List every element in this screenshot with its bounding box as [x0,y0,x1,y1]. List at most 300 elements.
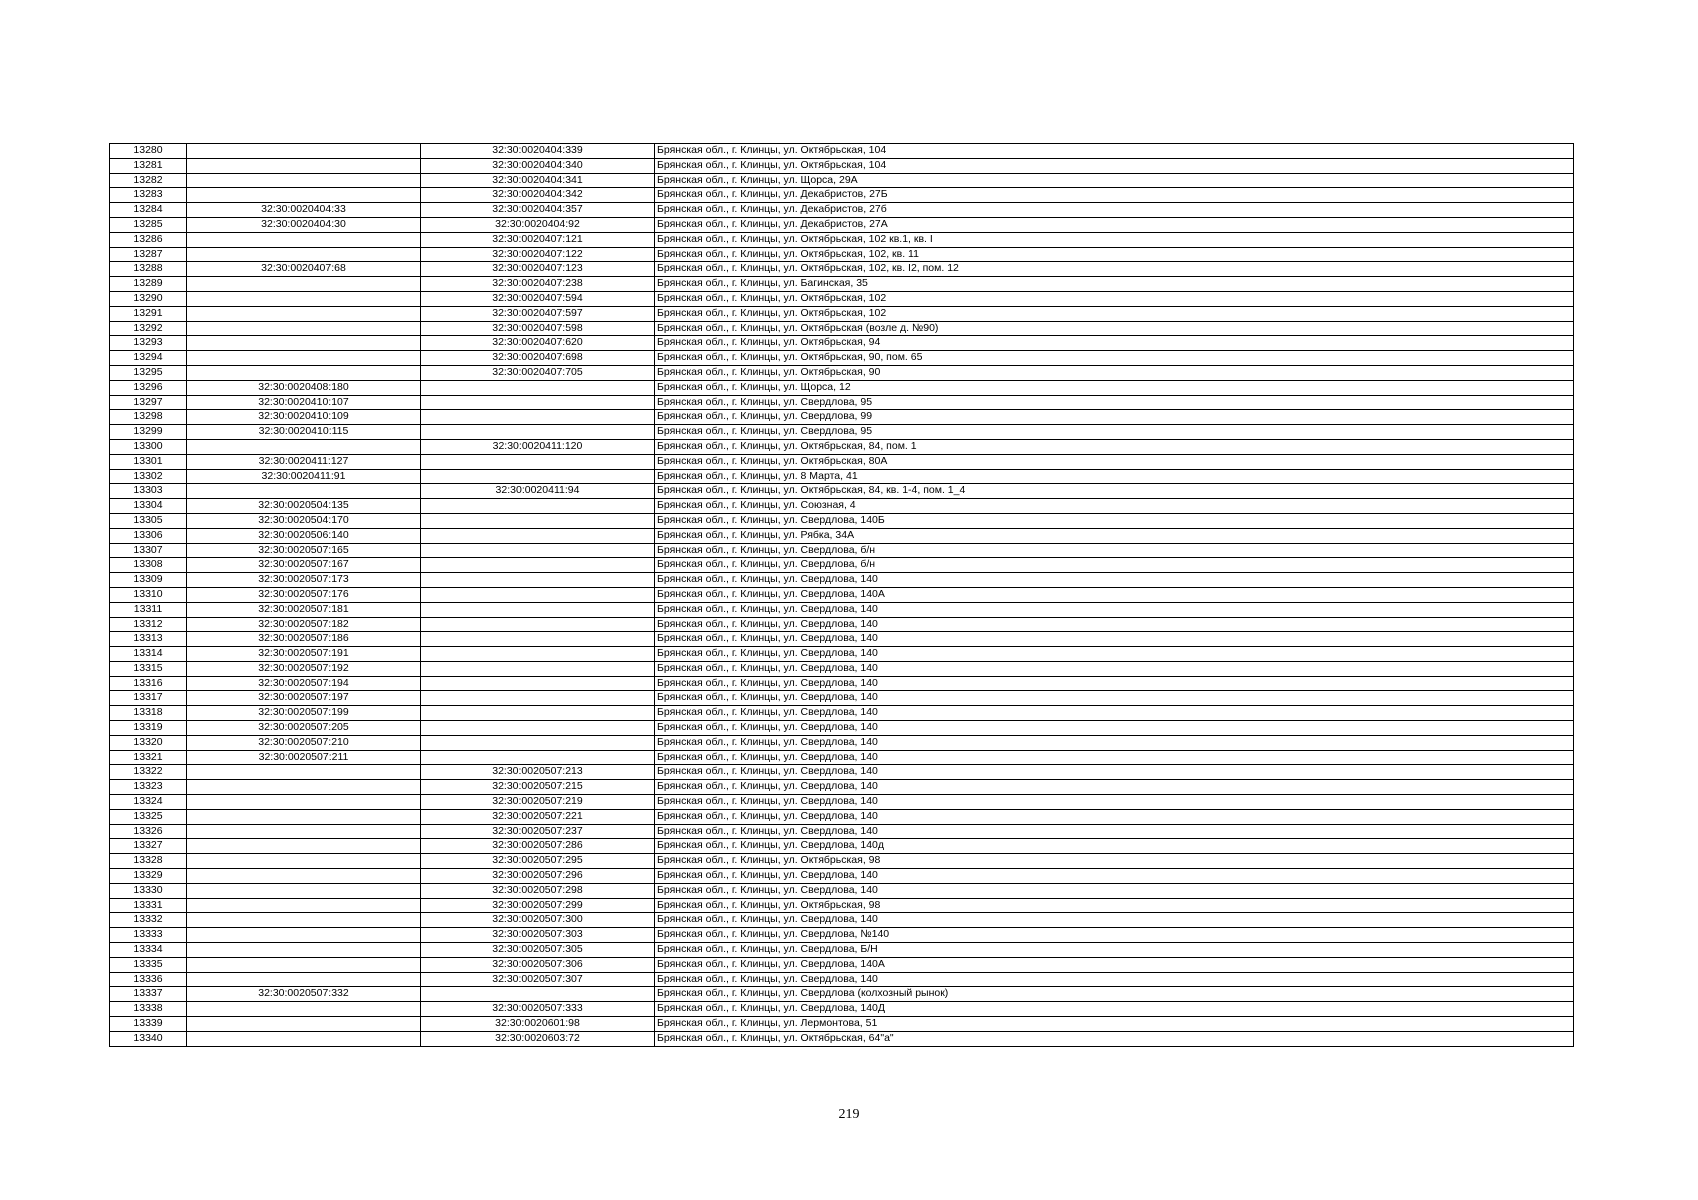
address-cell: Брянская обл., г. Клинцы, ул. Октябрьская, 84, кв. 1-4, пом. 1_4 [655,484,1574,499]
new-cadastral-number-cell [421,513,655,528]
old-cadastral-number-cell: 32:30:0020507:181 [187,602,421,617]
new-cadastral-number-cell: 32:30:0020507:307 [421,972,655,987]
table-row [110,883,1574,898]
table-row [110,824,1574,839]
address-cell: Брянская обл., г. Клинцы, ул. Щорса, 29А [655,173,1574,188]
table-row [110,543,1574,558]
table-row [110,972,1574,987]
row-number-cell: 13291 [110,306,187,321]
table-row [110,306,1574,321]
row-number-cell: 13302 [110,469,187,484]
table-row [110,839,1574,854]
row-number-cell: 13306 [110,528,187,543]
table-row [110,351,1574,366]
address-cell: Брянская обл., г. Клинцы, ул. Октябрьская, 84, пом. 1 [655,439,1574,454]
old-cadastral-number-cell: 32:30:0020404:33 [187,203,421,218]
new-cadastral-number-cell: 32:30:0020407:705 [421,365,655,380]
old-cadastral-number-cell [187,898,421,913]
row-number-cell: 13336 [110,972,187,987]
old-cadastral-number-cell [187,824,421,839]
new-cadastral-number-cell [421,721,655,736]
table-row [110,144,1574,159]
table-row [110,277,1574,292]
table-row [110,247,1574,262]
old-cadastral-number-cell [187,972,421,987]
new-cadastral-number-cell: 32:30:0020404:341 [421,173,655,188]
old-cadastral-number-cell: 32:30:0020507:173 [187,573,421,588]
row-number-cell: 13325 [110,809,187,824]
old-cadastral-number-cell [187,1002,421,1017]
old-cadastral-number-cell: 32:30:0020507:197 [187,691,421,706]
table-row [110,795,1574,810]
address-cell: Брянская обл., г. Клинцы, ул. Свердлова, 140 [655,795,1574,810]
old-cadastral-number-cell: 32:30:0020407:68 [187,262,421,277]
row-number-cell: 13333 [110,928,187,943]
table-row [110,528,1574,543]
table-row [110,365,1574,380]
table-row [110,203,1574,218]
table-row [110,410,1574,425]
row-number-cell: 13320 [110,735,187,750]
new-cadastral-number-cell: 32:30:0020507:296 [421,869,655,884]
old-cadastral-number-cell [187,173,421,188]
row-number-cell: 13316 [110,676,187,691]
address-cell: Брянская обл., г. Клинцы, ул. Свердлова, 140 [655,750,1574,765]
row-number-cell: 13327 [110,839,187,854]
old-cadastral-number-cell: 32:30:0020507:167 [187,558,421,573]
table-row [110,913,1574,928]
table-row [110,1002,1574,1017]
table-row [110,706,1574,721]
address-cell: Брянская обл., г. Клинцы, ул. Свердлова, 140 [655,676,1574,691]
old-cadastral-number-cell: 32:30:0020504:170 [187,513,421,528]
address-cell: Брянская обл., г. Клинцы, ул. Щорса, 12 [655,380,1574,395]
new-cadastral-number-cell: 32:30:0020507:300 [421,913,655,928]
table-row [110,439,1574,454]
old-cadastral-number-cell: 32:30:0020410:109 [187,410,421,425]
row-number-cell: 13315 [110,661,187,676]
row-number-cell: 13307 [110,543,187,558]
row-number-cell: 13297 [110,395,187,410]
address-cell: Брянская обл., г. Клинцы, ул. Свердлова, 140 [655,765,1574,780]
table-row [110,661,1574,676]
old-cadastral-number-cell [187,795,421,810]
address-cell: Брянская обл., г. Клинцы, ул. Свердлова, 140 [655,721,1574,736]
new-cadastral-number-cell: 32:30:0020507:295 [421,854,655,869]
row-number-cell: 13330 [110,883,187,898]
new-cadastral-number-cell: 32:30:0020507:213 [421,765,655,780]
address-cell: Брянская обл., г. Клинцы, ул. Свердлова, 140 [655,735,1574,750]
row-number-cell: 13334 [110,943,187,958]
table-row [110,735,1574,750]
table-row [110,617,1574,632]
new-cadastral-number-cell [421,410,655,425]
address-cell: Брянская обл., г. Клинцы, ул. Октябрьская, 90 [655,365,1574,380]
row-number-cell: 13308 [110,558,187,573]
address-cell: Брянская обл., г. Клинцы, ул. Свердлова, 95 [655,395,1574,410]
address-cell: Брянская обл., г. Клинцы, ул. Свердлова, 140А [655,957,1574,972]
address-cell: Брянская обл., г. Клинцы, ул. Октябрьская, 102, кв. 11 [655,247,1574,262]
new-cadastral-number-cell: 32:30:0020407:620 [421,336,655,351]
table-row [110,602,1574,617]
table-row [110,632,1574,647]
row-number-cell: 13326 [110,824,187,839]
new-cadastral-number-cell: 32:30:0020404:357 [421,203,655,218]
address-cell: Брянская обл., г. Клинцы, ул. Октябрьская, 98 [655,898,1574,913]
row-number-cell: 13293 [110,336,187,351]
address-cell: Брянская обл., г. Клинцы, ул. 8 Марта, 41 [655,469,1574,484]
old-cadastral-number-cell: 32:30:0020507:194 [187,676,421,691]
new-cadastral-number-cell: 32:30:0020404:342 [421,188,655,203]
table-row [110,513,1574,528]
new-cadastral-number-cell: 32:30:0020507:286 [421,839,655,854]
address-cell: Брянская обл., г. Клинцы, ул. Октябрьская, 64"а" [655,1031,1574,1046]
old-cadastral-number-cell [187,1031,421,1046]
old-cadastral-number-cell [187,232,421,247]
new-cadastral-number-cell [421,543,655,558]
new-cadastral-number-cell [421,380,655,395]
new-cadastral-number-cell [421,676,655,691]
row-number-cell: 13309 [110,573,187,588]
address-cell: Брянская обл., г. Клинцы, ул. Декабристов, 27б [655,203,1574,218]
address-cell: Брянская обл., г. Клинцы, ул. Свердлова, 140Д [655,1002,1574,1017]
old-cadastral-number-cell [187,351,421,366]
new-cadastral-number-cell [421,750,655,765]
row-number-cell: 13283 [110,188,187,203]
new-cadastral-number-cell [421,425,655,440]
address-cell: Брянская обл., г. Клинцы, ул. Свердлова, 140 [655,573,1574,588]
new-cadastral-number-cell [421,632,655,647]
new-cadastral-number-cell: 32:30:0020601:98 [421,1017,655,1032]
row-number-cell: 13339 [110,1017,187,1032]
old-cadastral-number-cell: 32:30:0020507:182 [187,617,421,632]
address-cell: Брянская обл., г. Клинцы, ул. Свердлова, 140 [655,780,1574,795]
table-row [110,484,1574,499]
row-number-cell: 13329 [110,869,187,884]
row-number-cell: 13312 [110,617,187,632]
row-number-cell: 13287 [110,247,187,262]
address-cell: Брянская обл., г. Клинцы, ул. Свердлова, 140 [655,809,1574,824]
new-cadastral-number-cell [421,647,655,662]
old-cadastral-number-cell [187,1017,421,1032]
address-cell: Брянская обл., г. Клинцы, ул. Октябрьская, 102, кв. I2, пом. 12 [655,262,1574,277]
new-cadastral-number-cell [421,587,655,602]
row-number-cell: 13324 [110,795,187,810]
row-number-cell: 13300 [110,439,187,454]
new-cadastral-number-cell: 32:30:0020404:92 [421,217,655,232]
table-row [110,395,1574,410]
address-cell: Брянская обл., г. Клинцы, ул. Октябрьская, 98 [655,854,1574,869]
table-row [110,898,1574,913]
address-cell: Брянская обл., г. Клинцы, ул. Свердлова, 140 [655,661,1574,676]
table-row [110,587,1574,602]
new-cadastral-number-cell [421,454,655,469]
address-cell: Брянская обл., г. Клинцы, ул. Октябрьская, 104 [655,144,1574,159]
address-cell: Брянская обл., г. Клинцы, ул. Свердлова, 140 [655,972,1574,987]
address-cell: Брянская обл., г. Клинцы, ул. Свердлова, 140 [655,824,1574,839]
old-cadastral-number-cell [187,321,421,336]
row-number-cell: 13337 [110,987,187,1002]
new-cadastral-number-cell: 32:30:0020507:219 [421,795,655,810]
old-cadastral-number-cell: 32:30:0020507:176 [187,587,421,602]
old-cadastral-number-cell [187,484,421,499]
address-cell: Брянская обл., г. Клинцы, ул. Свердлова, 140 [655,913,1574,928]
row-number-cell: 13290 [110,291,187,306]
address-cell: Брянская обл., г. Клинцы, ул. Октябрьская, 102 [655,306,1574,321]
old-cadastral-number-cell: 32:30:0020410:115 [187,425,421,440]
row-number-cell: 13301 [110,454,187,469]
table-row [110,957,1574,972]
address-cell: Брянская обл., г. Клинцы, ул. Свердлова, 140А [655,587,1574,602]
table-row [110,158,1574,173]
table-row [110,676,1574,691]
table-row [110,454,1574,469]
old-cadastral-number-cell: 32:30:0020507:210 [187,735,421,750]
address-cell: Брянская обл., г. Клинцы, ул. Декабристов, 27А [655,217,1574,232]
address-cell: Брянская обл., г. Клинцы, ул. Свердлова, 140 [655,869,1574,884]
address-cell: Брянская обл., г. Клинцы, ул. Свердлова, 140 [655,617,1574,632]
row-number-cell: 13298 [110,410,187,425]
address-cell: Брянская обл., г. Клинцы, ул. Свердлова, Б/Н [655,943,1574,958]
old-cadastral-number-cell [187,809,421,824]
row-number-cell: 13322 [110,765,187,780]
table-row [110,780,1574,795]
row-number-cell: 13321 [110,750,187,765]
address-cell: Брянская обл., г. Клинцы, ул. Октябрьская, 94 [655,336,1574,351]
old-cadastral-number-cell: 32:30:0020408:180 [187,380,421,395]
new-cadastral-number-cell [421,691,655,706]
table-row [110,232,1574,247]
new-cadastral-number-cell [421,735,655,750]
old-cadastral-number-cell [187,883,421,898]
old-cadastral-number-cell: 32:30:0020411:91 [187,469,421,484]
row-number-cell: 13323 [110,780,187,795]
address-cell: Брянская обл., г. Клинцы, ул. Свердлова, 140 [655,647,1574,662]
row-number-cell: 13338 [110,1002,187,1017]
new-cadastral-number-cell: 32:30:0020407:598 [421,321,655,336]
new-cadastral-number-cell [421,499,655,514]
old-cadastral-number-cell [187,913,421,928]
old-cadastral-number-cell [187,869,421,884]
row-number-cell: 13305 [110,513,187,528]
page-number: 219 [838,1107,860,1122]
old-cadastral-number-cell: 32:30:0020506:140 [187,528,421,543]
old-cadastral-number-cell [187,188,421,203]
table-row [110,262,1574,277]
row-number-cell: 13299 [110,425,187,440]
row-number-cell: 13304 [110,499,187,514]
row-number-cell: 13313 [110,632,187,647]
new-cadastral-number-cell [421,395,655,410]
old-cadastral-number-cell: 32:30:0020410:107 [187,395,421,410]
table-row [110,943,1574,958]
new-cadastral-number-cell: 32:30:0020411:120 [421,439,655,454]
old-cadastral-number-cell [187,957,421,972]
address-cell: Брянская обл., г. Клинцы, ул. Рябка, 34А [655,528,1574,543]
new-cadastral-number-cell [421,469,655,484]
address-cell: Брянская обл., г. Клинцы, ул. Октябрьская, 102 кв.1, кв. I [655,232,1574,247]
address-cell: Брянская обл., г. Клинцы, ул. Свердлова, 140 [655,691,1574,706]
table-row [110,750,1574,765]
row-number-cell: 13280 [110,144,187,159]
new-cadastral-number-cell: 32:30:0020407:238 [421,277,655,292]
old-cadastral-number-cell [187,765,421,780]
row-number-cell: 13319 [110,721,187,736]
address-cell: Брянская обл., г. Клинцы, ул. Свердлова, 140 [655,883,1574,898]
old-cadastral-number-cell [187,291,421,306]
address-cell: Брянская обл., г. Клинцы, ул. Свердлова, 99 [655,410,1574,425]
address-cell: Брянская обл., г. Клинцы, ул. Октябрьская (возле д. №90) [655,321,1574,336]
old-cadastral-number-cell [187,780,421,795]
old-cadastral-number-cell [187,306,421,321]
new-cadastral-number-cell [421,558,655,573]
row-number-cell: 13318 [110,706,187,721]
new-cadastral-number-cell [421,528,655,543]
old-cadastral-number-cell: 32:30:0020507:205 [187,721,421,736]
new-cadastral-number-cell: 32:30:0020507:306 [421,957,655,972]
row-number-cell: 13284 [110,203,187,218]
row-number-cell: 13286 [110,232,187,247]
new-cadastral-number-cell: 32:30:0020507:333 [421,1002,655,1017]
row-number-cell: 13285 [110,217,187,232]
old-cadastral-number-cell [187,277,421,292]
row-number-cell: 13314 [110,647,187,662]
address-cell: Брянская обл., г. Клинцы, ул. Октябрьская, 104 [655,158,1574,173]
address-cell: Брянская обл., г. Клинцы, ул. Декабристов, 27Б [655,188,1574,203]
new-cadastral-number-cell: 32:30:0020507:305 [421,943,655,958]
table-row [110,173,1574,188]
table-row [110,854,1574,869]
row-number-cell: 13288 [110,262,187,277]
table-row [110,987,1574,1002]
new-cadastral-number-cell: 32:30:0020507:215 [421,780,655,795]
old-cadastral-number-cell [187,365,421,380]
old-cadastral-number-cell [187,158,421,173]
address-cell: Брянская обл., г. Клинцы, ул. Свердлова, 140д [655,839,1574,854]
old-cadastral-number-cell: 32:30:0020507:199 [187,706,421,721]
new-cadastral-number-cell: 32:30:0020507:221 [421,809,655,824]
row-number-cell: 13303 [110,484,187,499]
address-cell: Брянская обл., г. Клинцы, ул. Багинская, 35 [655,277,1574,292]
row-number-cell: 13311 [110,602,187,617]
new-cadastral-number-cell: 32:30:0020404:340 [421,158,655,173]
row-number-cell: 13335 [110,957,187,972]
address-cell: Брянская обл., г. Клинцы, ул. Октябрьская, 102 [655,291,1574,306]
table-row [110,321,1574,336]
new-cadastral-number-cell: 32:30:0020404:339 [421,144,655,159]
new-cadastral-number-cell: 32:30:0020507:298 [421,883,655,898]
new-cadastral-number-cell: 32:30:0020407:121 [421,232,655,247]
registry-table [109,143,1574,1047]
table-row [110,217,1574,232]
new-cadastral-number-cell [421,573,655,588]
old-cadastral-number-cell: 32:30:0020507:192 [187,661,421,676]
address-cell: Брянская обл., г. Клинцы, ул. Свердлова, 140Б [655,513,1574,528]
row-number-cell: 13310 [110,587,187,602]
old-cadastral-number-cell [187,854,421,869]
new-cadastral-number-cell: 32:30:0020603:72 [421,1031,655,1046]
row-number-cell: 13282 [110,173,187,188]
new-cadastral-number-cell: 32:30:0020507:237 [421,824,655,839]
old-cadastral-number-cell: 32:30:0020507:332 [187,987,421,1002]
row-number-cell: 13294 [110,351,187,366]
old-cadastral-number-cell [187,144,421,159]
row-number-cell: 13317 [110,691,187,706]
table-row [110,691,1574,706]
address-cell: Брянская обл., г. Клинцы, ул. Октябрьская, 90, пом. 65 [655,351,1574,366]
table-row [110,765,1574,780]
old-cadastral-number-cell [187,839,421,854]
table-row [110,573,1574,588]
new-cadastral-number-cell: 32:30:0020411:94 [421,484,655,499]
new-cadastral-number-cell [421,602,655,617]
table-row [110,425,1574,440]
table-row [110,1031,1574,1046]
row-number-cell: 13340 [110,1031,187,1046]
address-cell: Брянская обл., г. Клинцы, ул. Октябрьская, 80А [655,454,1574,469]
table-row [110,1017,1574,1032]
old-cadastral-number-cell: 32:30:0020404:30 [187,217,421,232]
new-cadastral-number-cell [421,987,655,1002]
table-row [110,558,1574,573]
new-cadastral-number-cell [421,661,655,676]
old-cadastral-number-cell [187,439,421,454]
table-row [110,291,1574,306]
row-number-cell: 13332 [110,913,187,928]
old-cadastral-number-cell: 32:30:0020507:211 [187,750,421,765]
table-row [110,869,1574,884]
old-cadastral-number-cell: 32:30:0020507:191 [187,647,421,662]
address-cell: Брянская обл., г. Клинцы, ул. Свердлова, 140 [655,706,1574,721]
old-cadastral-number-cell [187,928,421,943]
address-cell: Брянская обл., г. Клинцы, ул. Союзная, 4 [655,499,1574,514]
table-row [110,469,1574,484]
row-number-cell: 13295 [110,365,187,380]
new-cadastral-number-cell: 32:30:0020507:303 [421,928,655,943]
table-row [110,499,1574,514]
table-row [110,336,1574,351]
new-cadastral-number-cell: 32:30:0020507:299 [421,898,655,913]
row-number-cell: 13331 [110,898,187,913]
table-row [110,928,1574,943]
address-cell: Брянская обл., г. Клинцы, ул. Свердлова, 95 [655,425,1574,440]
new-cadastral-number-cell: 32:30:0020407:594 [421,291,655,306]
old-cadastral-number-cell: 32:30:0020504:135 [187,499,421,514]
new-cadastral-number-cell: 32:30:0020407:597 [421,306,655,321]
old-cadastral-number-cell [187,943,421,958]
row-number-cell: 13328 [110,854,187,869]
table-row [110,647,1574,662]
table-row [110,188,1574,203]
new-cadastral-number-cell: 32:30:0020407:123 [421,262,655,277]
row-number-cell: 13289 [110,277,187,292]
address-cell: Брянская обл., г. Клинцы, ул. Свердлова, б/н [655,543,1574,558]
address-cell: Брянская обл., г. Клинцы, ул. Свердлова (колхозный рынок) [655,987,1574,1002]
address-cell: Брянская обл., г. Клинцы, ул. Свердлова, б/н [655,558,1574,573]
row-number-cell: 13281 [110,158,187,173]
row-number-cell: 13292 [110,321,187,336]
new-cadastral-number-cell: 32:30:0020407:698 [421,351,655,366]
address-cell: Брянская обл., г. Клинцы, ул. Свердлова, 140 [655,632,1574,647]
registry-table-body [110,144,1574,1047]
table-row [110,380,1574,395]
old-cadastral-number-cell: 32:30:0020507:165 [187,543,421,558]
table-row [110,809,1574,824]
new-cadastral-number-cell [421,617,655,632]
table-row [110,721,1574,736]
old-cadastral-number-cell [187,247,421,262]
new-cadastral-number-cell: 32:30:0020407:122 [421,247,655,262]
